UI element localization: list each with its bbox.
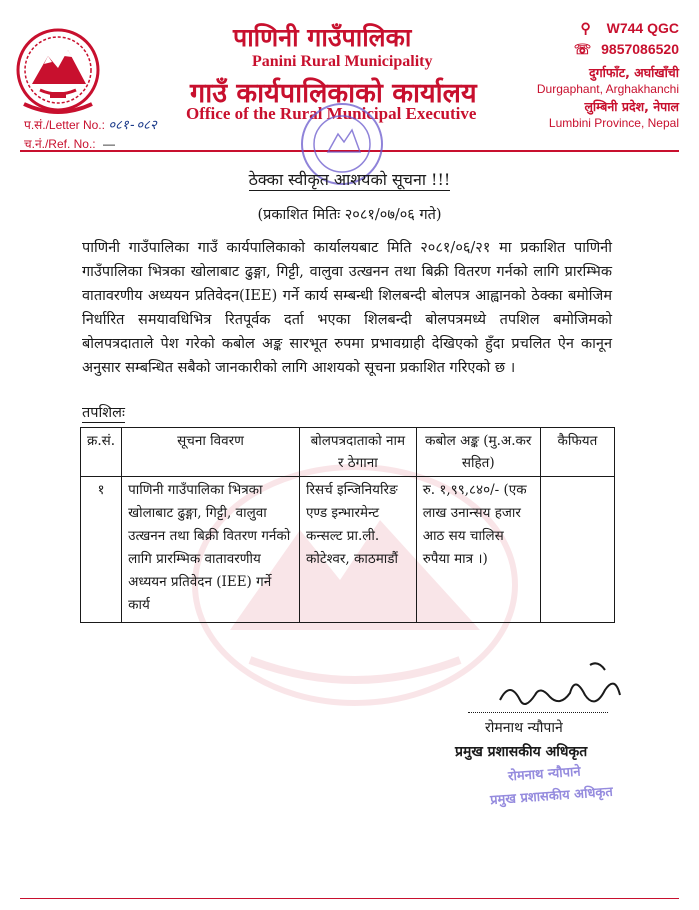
letter-no: प.सं./Letter No.: ०८१-०८२ [24, 118, 157, 133]
col-header-remarks: कैफियत [540, 428, 614, 477]
cell-amount: रु. १,९९,८४०/- (एक लाख उनान्सय हजार आठ सय चालिस रुपैया मात्र ।) [416, 477, 540, 623]
municipality-title-np: पाणिनी गाउँपालिका [233, 23, 412, 52]
nepal-emblem-logo [14, 24, 102, 122]
stamp-name: रोमनाथ न्यौपाने [507, 764, 582, 785]
cell-description: पाणिनी गाउँपालिका भित्रका खोलाबाट ढुङ्गा, गिट्टी, वालुवा उत्खनन तथा बिक्री वितरण गर्नको लागि प्रारम्भिक वातावरणीय अध्ययन प्रतिवेदन (IEE) गर्ने कार्य [122, 477, 300, 623]
address-en: Durgaphant, Arghakhanchi [536, 82, 679, 96]
province-en: Lumbini Province, Nepal [548, 116, 679, 130]
location-pin-icon: ⚲ [580, 20, 591, 36]
cell-remarks [540, 477, 614, 623]
signatory-designation: प्रमुख प्रशासकीय अधिकृत [455, 744, 588, 760]
bid-table [80, 427, 615, 623]
office-title-np: गाउँ कार्यपालिकाको कार्यालय [190, 78, 477, 109]
handwritten-signature [480, 655, 640, 725]
table-row [81, 477, 615, 623]
stamp-designation: प्रमुख प्रशासकीय अधिकृत [489, 784, 614, 809]
municipality-title-en: Panini Rural Municipality [252, 53, 433, 70]
signatory-name: रोमनाथ न्यौपाने [485, 720, 563, 736]
notice-heading: ठेक्का स्वीकृत आशयको सूचना !!! [248, 170, 451, 189]
phone-icon: ☏ [573, 41, 592, 57]
col-header-bidder: बोलपत्रदाताको नाम र ठेगाना [299, 428, 416, 477]
letter-no-value: ०८१-०८२ [108, 118, 157, 133]
table-header-row [81, 428, 615, 477]
address-np: दुर्गाफाँट, अर्घाखाँची [588, 65, 679, 80]
col-header-description: सूचना विवरण [122, 428, 300, 477]
col-header-amount: कबोल अङ्क (मु.अ.कर सहित) [416, 428, 540, 477]
cell-bidder: रिसर्च इन्जिनियरिङ एण्ड इन्भारमेन्ट कन्सल्ट प्रा.ली. कोटेश्वर, काठमाडौं [299, 477, 416, 623]
province-np: लुम्बिनी प्रदेश, नेपाल [584, 99, 679, 114]
signature-line [468, 712, 608, 713]
tapsil-label: तपशिलः [82, 402, 125, 423]
location-code: ⚲ W744 QGC [580, 20, 679, 36]
notice-paragraph: पाणिनी गाउँपालिका गाउँ कार्यपालिकाको कार्यालयबाट मिति २०८१/०६/२१ मा प्रकाशित पाणिनी गाउँपालिका भित्रका खोलाबाट ढुङ्गा, गिट्टी, वालुवा उत्खनन तथा बिक्री वितरण गर्नको लागि प्रारम्भिक वातावरणीय अध्ययन प्रतिवेदन(IEE) गर्ने कार्य सम्बन्धी शिलबन्दी बोलपत्र आह्वानको ठेक्का बमोजिम निर्धारित समयावधिभित्र रितपूर्वक दर्ता भएका शिलबन्दी बोलपत्रमध्ये तपशिल बमोजिमको बोलपत्रदाताले पेश गरेको कबोल अङ्क सारभूत रुपमा प्रभावग्राही देखिएको हुँदा प्रचलित ऐन कानून अनुसार सम्बन्धित सबैको जानकारीको लागि आशयको सूचना प्रकाशित गरिएको छ । [82, 240, 612, 376]
ref-no: च.नं./Ref. No.: — [24, 137, 115, 151]
col-header-sn: क्र.सं. [81, 428, 122, 477]
footer-divider [20, 898, 679, 899]
phone-number: ☏ 9857086520 [573, 41, 679, 57]
office-title-en: Office of the Rural Municipal Executive [186, 104, 477, 123]
cell-sn: १ [81, 477, 122, 623]
published-date: (प्रकाशित मितिः २०८१/०७/०६ गते) [257, 207, 442, 223]
